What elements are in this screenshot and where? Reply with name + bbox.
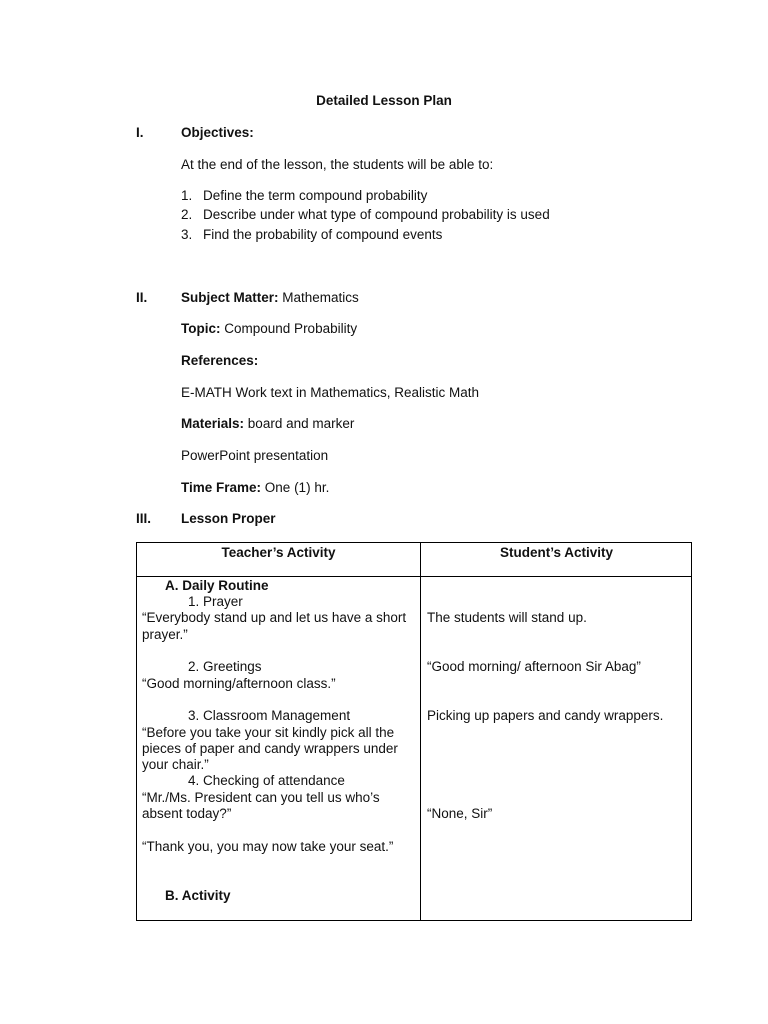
prayer-instruction-line: “Everybody stand up and let us have a short	[142, 610, 407, 625]
time-frame-value: One (1) hr.	[264, 480, 330, 495]
objective-text: Describe under what type of compound probability is used	[203, 207, 550, 222]
objectives-heading: Objectives:	[181, 125, 254, 140]
daily-routine-heading: A. Daily Routine	[165, 578, 269, 593]
student-activity-header: Student’s Activity	[499, 545, 614, 560]
materials-line	[181, 416, 354, 431]
thanks-instruction: “Thank you, you may now take your seat.”	[142, 839, 394, 854]
activity-heading: B. Activity	[165, 888, 231, 903]
objective-number: 1.	[181, 188, 193, 203]
materials-extra: PowerPoint presentation	[181, 448, 329, 463]
attendance-item: 4. Checking of attendance	[188, 773, 345, 788]
prayer-instruction-line: prayer.”	[142, 627, 188, 642]
classroom-management-item: 3. Classroom Management	[188, 708, 351, 723]
page-title: Detailed Lesson Plan	[316, 93, 452, 108]
attendance-instruction-line: absent today?”	[142, 806, 232, 821]
subject-matter-value: Mathematics	[282, 290, 359, 305]
classroom-instruction-line: “Before you take your sit kindly pick all the	[142, 725, 395, 740]
student-attendance-response: “None, Sir”	[427, 806, 493, 821]
classroom-instruction-line: pieces of paper and candy wrappers under	[142, 741, 398, 756]
subject-matter-label: Subject Matter:	[181, 290, 279, 305]
attendance-instruction-line: “Mr./Ms. President can you tell us who’s	[142, 790, 380, 805]
section-3-numeral: III.	[136, 511, 152, 526]
classroom-instruction-line: your chair.”	[142, 757, 209, 772]
lesson-proper-heading: Lesson Proper	[181, 511, 276, 526]
subject-matter-line	[181, 290, 359, 305]
topic-label: Topic:	[181, 321, 221, 336]
time-frame-line	[181, 480, 329, 495]
section-2-numeral: II.	[136, 290, 148, 305]
topic-line	[181, 321, 357, 336]
greetings-instruction: “Good morning/afternoon class.”	[142, 676, 336, 691]
materials-value: board and marker	[247, 416, 355, 431]
prayer-item: 1. Prayer	[188, 594, 243, 609]
student-greetings-response: “Good morning/ afternoon Sir Abag”	[427, 659, 641, 674]
references-value: E-MATH Work text in Mathematics, Realistic Math	[181, 385, 480, 400]
student-prayer-response: The students will stand up.	[427, 610, 587, 625]
objective-number: 2.	[181, 207, 193, 222]
table-column-divider	[420, 543, 421, 920]
teacher-activity-header: Teacher’s Activity	[221, 545, 336, 560]
objective-number: 3.	[181, 227, 193, 242]
greetings-item: 2. Greetings	[188, 659, 262, 674]
materials-label: Materials:	[181, 416, 245, 431]
section-1-numeral: I.	[136, 125, 144, 140]
objectives-intro: At the end of the lesson, the students will be able to:	[181, 157, 494, 172]
references-label: References:	[181, 353, 259, 368]
objective-text: Find the probability of compound events	[203, 227, 443, 242]
lesson-activity-table	[136, 542, 692, 921]
time-frame-label: Time Frame:	[181, 480, 262, 495]
student-classroom-response: Picking up papers and candy wrappers.	[427, 708, 664, 723]
topic-value: Compound Probability	[224, 321, 358, 336]
objective-text: Define the term compound probability	[203, 188, 428, 203]
